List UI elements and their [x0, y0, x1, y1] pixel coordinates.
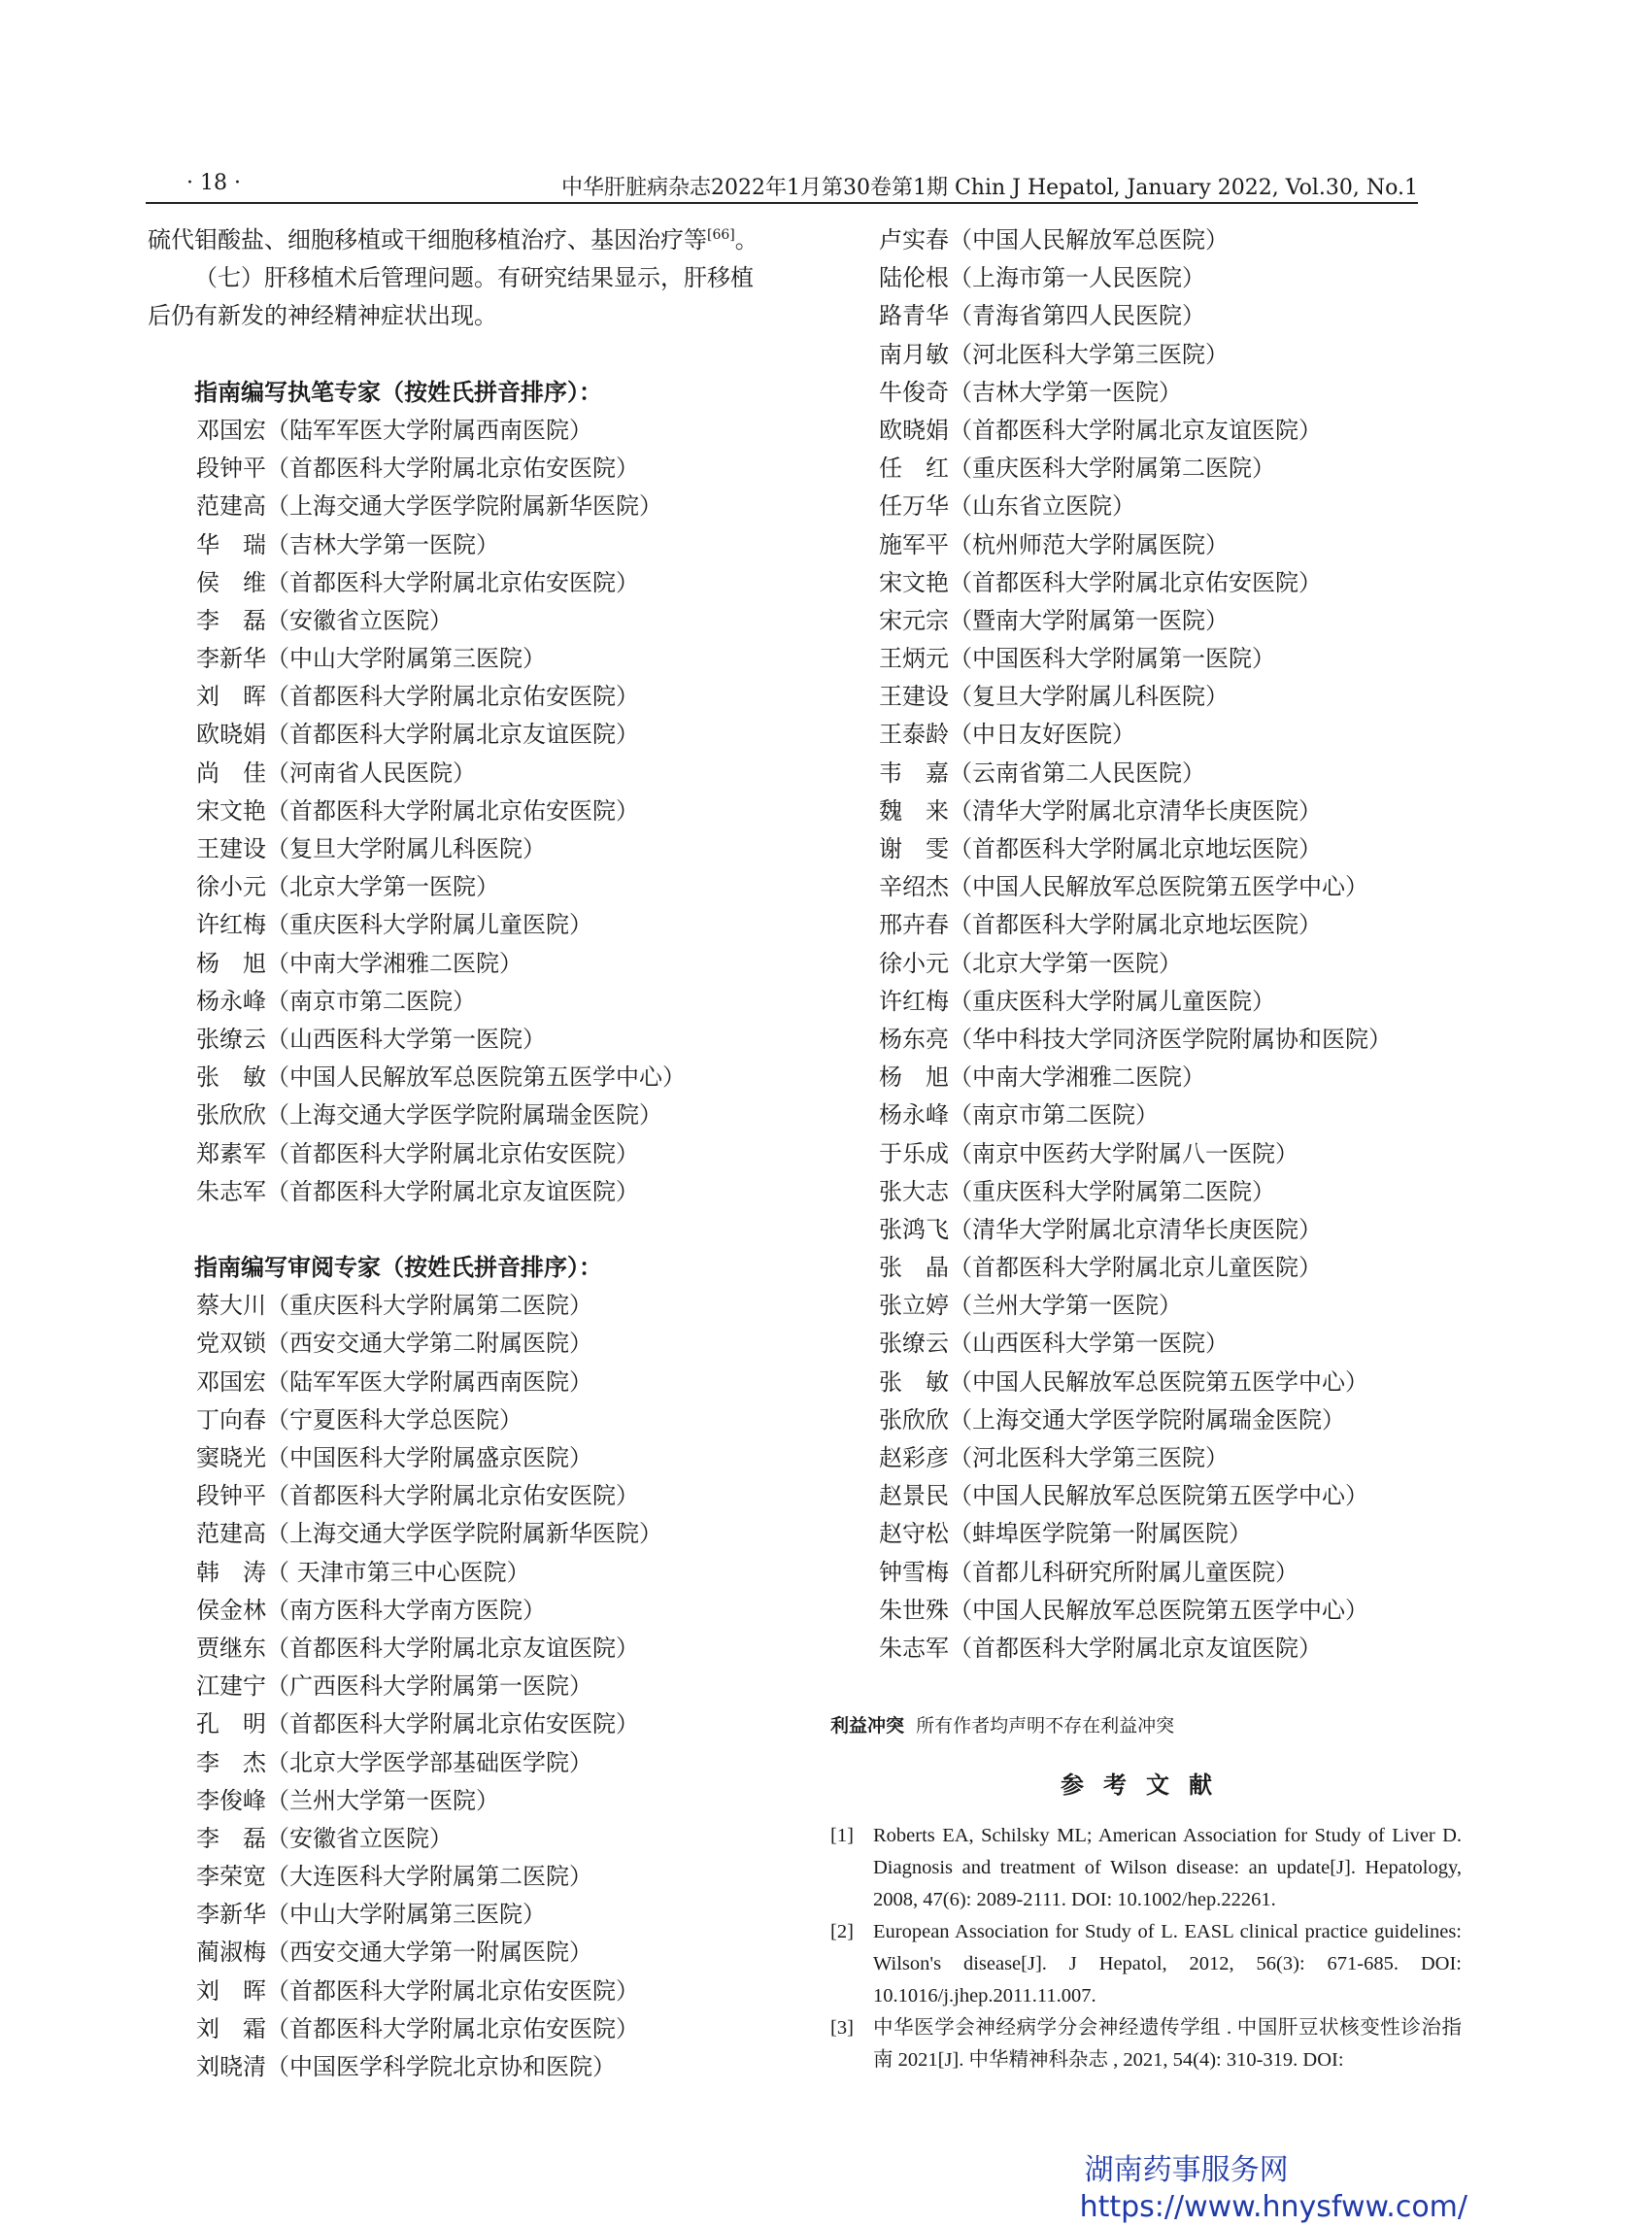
expert-entry: 赵景民（中国人民解放军总医院第五医学中心）: [879, 1482, 1368, 1510]
expert-entry: 宋元宗（暨南大学附属第一医院）: [879, 606, 1229, 634]
expert-entry: 尚 佳（河南省人民医院）: [196, 759, 476, 787]
watermark-url[interactable]: https://www.hnysfww.com/: [1079, 2190, 1467, 2224]
expert-entry: 韩 涛（ 天津市第三中心医院）: [196, 1558, 530, 1586]
expert-entry: 段钟平（首都医科大学附属北京佑安医院）: [196, 1482, 639, 1510]
expert-entry: 谢 雯（首都医科大学附属北京地坛医院）: [879, 835, 1322, 862]
expert-entry: 张欣欣（上海交通大学医学院附属瑞金医院）: [196, 1101, 662, 1130]
expert-entry: 卢实春（中国人民解放军总医院）: [879, 226, 1229, 253]
expert-entry: 侯金林（南方医科大学南方医院）: [196, 1596, 546, 1624]
expert-entry: 李 磊（安徽省立医院）: [196, 606, 453, 634]
expert-entry: 张鸿飞（清华大学附属北京清华长庚医院）: [879, 1215, 1322, 1243]
expert-entry: 牛俊奇（吉林大学第一医院）: [879, 378, 1182, 406]
expert-entry: 蔺淑梅（西安交通大学第一附属医院）: [196, 1939, 592, 1967]
reviewers-list: [148, 1287, 779, 2086]
expert-entry: 任万华（山东省立医院）: [879, 492, 1135, 521]
expert-entry: 段钟平（首都医科大学附属北京佑安医院）: [196, 455, 639, 483]
expert-entry: 魏 来（清华大学附属北京清华长庚医院）: [879, 796, 1322, 825]
expert-entry: 王泰龄（中日友好医院）: [879, 721, 1135, 749]
expert-entry: 王建设（复旦大学附属儿科医院）: [196, 835, 546, 862]
expert-entry: 丁向春（宁夏医科大学总医院）: [196, 1405, 523, 1433]
reviewers-section-title: 指南编写审阅专家（按姓氏拼音排序）：: [194, 1254, 602, 1282]
expert-entry: 钟雪梅（首都儿科研究所附属儿童医院）: [879, 1558, 1298, 1586]
expert-entry: 杨 旭（中南大学湘雅二医院）: [196, 949, 523, 977]
expert-entry: 张缭云（山西医科大学第一医院）: [879, 1330, 1229, 1358]
expert-entry: 杨 旭（中南大学湘雅二医院）: [879, 1063, 1205, 1092]
reference-item: [830, 1916, 1462, 2012]
expert-entry: 赵彩彦（河北医科大学第三医院）: [879, 1444, 1229, 1471]
writers-list: [148, 412, 779, 1211]
expert-entry: 杨永峰（南京市第二医院）: [879, 1101, 1159, 1130]
expert-entry: 朱志军（首都医科大学附属北京友谊医院）: [196, 1177, 639, 1205]
conflict-of-interest: [830, 1711, 1174, 1737]
expert-entry: 赵守松（蚌埠医学院第一附属医院）: [879, 1520, 1252, 1548]
expert-entry: 陆伦根（上海市第一人民医院）: [879, 264, 1205, 292]
references-title: 参考文献: [1061, 1771, 1231, 1799]
expert-entry: 施军平（杭州师范大学附属医院）: [879, 530, 1229, 558]
expert-entry: 张缭云（山西医科大学第一医院）: [196, 1025, 546, 1053]
expert-entry: 范建高（上海交通大学医学院附属新华医院）: [196, 1520, 662, 1548]
expert-entry: 张 敏（中国人民解放军总医院第五医学中心）: [196, 1063, 686, 1092]
expert-entry: 欧晓娟（首都医科大学附属北京友谊医院）: [879, 416, 1322, 444]
expert-entry: 李新华（中山大学附属第三医院）: [196, 1901, 546, 1929]
expert-entry: 刘 晖（首都医科大学附属北京佑安医院）: [196, 683, 639, 711]
citation[interactable]: [66]: [707, 227, 735, 243]
expert-entry: 刘晓清（中国医学科学院北京协和医院）: [196, 2053, 616, 2080]
paragraph-line: 硫代钼酸盐、细胞移植或干细胞移植治疗、基因治疗等[66]。: [148, 226, 759, 253]
journal-title: 中华肝脏病杂志2022年1月第30卷第1期 Chin J Hepatol, January 2022, Vol.30, No.1: [560, 176, 1418, 200]
conflict-text: 所有作者均声明不存在利益冲突: [916, 1715, 1175, 1737]
reference-number: [2]: [830, 1921, 854, 1942]
expert-entry: 华 瑞（吉林大学第一医院）: [196, 530, 499, 558]
left-column: [148, 221, 779, 2086]
expert-entry: 孔 明（首都医科大学附属北京佑安医院）: [196, 1710, 639, 1738]
reviewers-list-continued: [830, 221, 1462, 1668]
reference-text: European Association for Study of L. EASL clinical practice guidelines: Wilson's disease[J]. J Hepatol, 2012, 56(3): 671-685. DOI: 10.1016/j.jhep.2011.11.007.: [873, 1921, 1462, 2007]
expert-entry: 朱世殊（中国人民解放军总医院第五医学中心）: [879, 1596, 1368, 1624]
expert-entry: 王炳元（中国医科大学附属第一医院）: [879, 645, 1275, 673]
expert-entry: 李 杰（北京大学医学部基础医学院）: [196, 1748, 592, 1776]
expert-entry: 杨东亮（华中科技大学同济医学院附属协和医院）: [879, 1025, 1392, 1053]
expert-entry: 张欣欣（上海交通大学医学院附属瑞金医院）: [879, 1405, 1345, 1433]
expert-entry: 张 晶（首都医科大学附属北京儿童医院）: [879, 1254, 1322, 1282]
references-list: [830, 1820, 1462, 2076]
expert-entry: 李荣宽（大连医科大学附属第二医院）: [196, 1863, 592, 1891]
expert-entry: 韦 嘉（云南省第二人民医院）: [879, 759, 1205, 787]
expert-entry: 侯 维（首都医科大学附属北京佑安医院）: [196, 568, 639, 596]
conflict-label: 利益冲突: [830, 1715, 905, 1737]
expert-entry: 张大志（重庆医科大学附属第二医院）: [879, 1177, 1275, 1205]
expert-entry: 张立婷（兰州大学第一医院）: [879, 1292, 1182, 1320]
page-header: [146, 167, 1418, 204]
expert-entry: 欧晓娟（首都医科大学附属北京友谊医院）: [196, 721, 639, 749]
expert-entry: 贾继东（首都医科大学附属北京友谊医院）: [196, 1634, 639, 1662]
paragraph-line: （七）肝移植术后管理问题。有研究结果显示，肝移植: [194, 264, 754, 292]
reference-item: [830, 2012, 1462, 2076]
expert-entry: 于乐成（南京中医药大学附属八一医院）: [879, 1139, 1298, 1167]
watermark-name: 湖南药事服务网: [1084, 2153, 1289, 2187]
expert-entry: 杨永峰（南京市第二医院）: [196, 987, 476, 1015]
paragraph-line: 后仍有新发的神经精神症状出现。: [148, 302, 497, 330]
expert-entry: 江建宁（广西医科大学附属第一医院）: [196, 1672, 592, 1701]
page-number: · 18 ·: [186, 171, 241, 195]
expert-entry: 李俊峰（兰州大学第一医院）: [196, 1786, 499, 1814]
writers-section-title: 指南编写执笔专家（按姓氏拼音排序）：: [194, 378, 602, 406]
reference-text: Roberts EA, Schilsky ML; American Association for Study of Liver D. Diagnosis and treatment of Wilson disease: an update[J]. Hepatology, 2008, 47(6): 2089-2111. DOI: 10.1002/hep.22261.: [873, 1825, 1462, 1910]
expert-entry: 路青华（青海省第四人民医院）: [879, 302, 1205, 330]
expert-entry: 徐小元（北京大学第一医院）: [879, 949, 1182, 977]
expert-entry: 任 红（重庆医科大学附属第二医院）: [879, 455, 1275, 483]
expert-entry: 邢卉春（首都医科大学附属北京地坛医院）: [879, 911, 1322, 939]
expert-entry: 蔡大川（重庆医科大学附属第二医院）: [196, 1292, 592, 1320]
expert-entry: 窦晓光（中国医科大学附属盛京医院）: [196, 1444, 592, 1471]
expert-entry: 宋文艳（首都医科大学附属北京佑安医院）: [196, 796, 639, 825]
site-watermark: [1080, 2152, 1467, 2226]
reference-item: [830, 1820, 1462, 1916]
expert-entry: 徐小元（北京大学第一医院）: [196, 873, 499, 901]
expert-entry: 辛绍杰（中国人民解放军总医院第五医学中心）: [879, 873, 1368, 901]
expert-entry: 邓国宏（陆军军医大学附属西南医院）: [196, 1367, 592, 1396]
reference-text: 中华医学会神经病学分会神经遗传学组 . 中国肝豆状核变性诊治指南 2021[J]. 中华精神科杂志 , 2021, 54(4): 310-319. DOI:: [873, 2017, 1462, 2071]
expert-entry: 许红梅（重庆医科大学附属儿童医院）: [879, 987, 1275, 1015]
expert-entry: 刘 晖（首都医科大学附属北京佑安医院）: [196, 1976, 639, 2005]
expert-entry: 邓国宏（陆军军医大学附属西南医院）: [196, 416, 592, 444]
expert-entry: 许红梅（重庆医科大学附属儿童医院）: [196, 911, 592, 939]
expert-entry: 党双锁（西安交通大学第二附属医院）: [196, 1330, 592, 1358]
expert-entry: 宋文艳（首都医科大学附属北京佑安医院）: [879, 568, 1322, 596]
expert-entry: 朱志军（首都医科大学附属北京友谊医院）: [879, 1634, 1322, 1662]
expert-entry: 范建高（上海交通大学医学院附属新华医院）: [196, 492, 662, 521]
expert-entry: 刘 霜（首都医科大学附属北京佑安医院）: [196, 2014, 639, 2042]
reference-number: [1]: [830, 1825, 854, 1846]
reference-number: [3]: [830, 2017, 854, 2039]
expert-entry: 王建设（复旦大学附属儿科医院）: [879, 683, 1229, 711]
expert-entry: 南月敏（河北医科大学第三医院）: [879, 340, 1229, 368]
expert-entry: 李新华（中山大学附属第三医院）: [196, 645, 546, 673]
expert-entry: 张 敏（中国人民解放军总医院第五医学中心）: [879, 1367, 1368, 1396]
expert-entry: 郑素军（首都医科大学附属北京佑安医院）: [196, 1139, 639, 1167]
right-column: [830, 221, 1462, 1668]
expert-entry: 李 磊（安徽省立医院）: [196, 1824, 453, 1852]
